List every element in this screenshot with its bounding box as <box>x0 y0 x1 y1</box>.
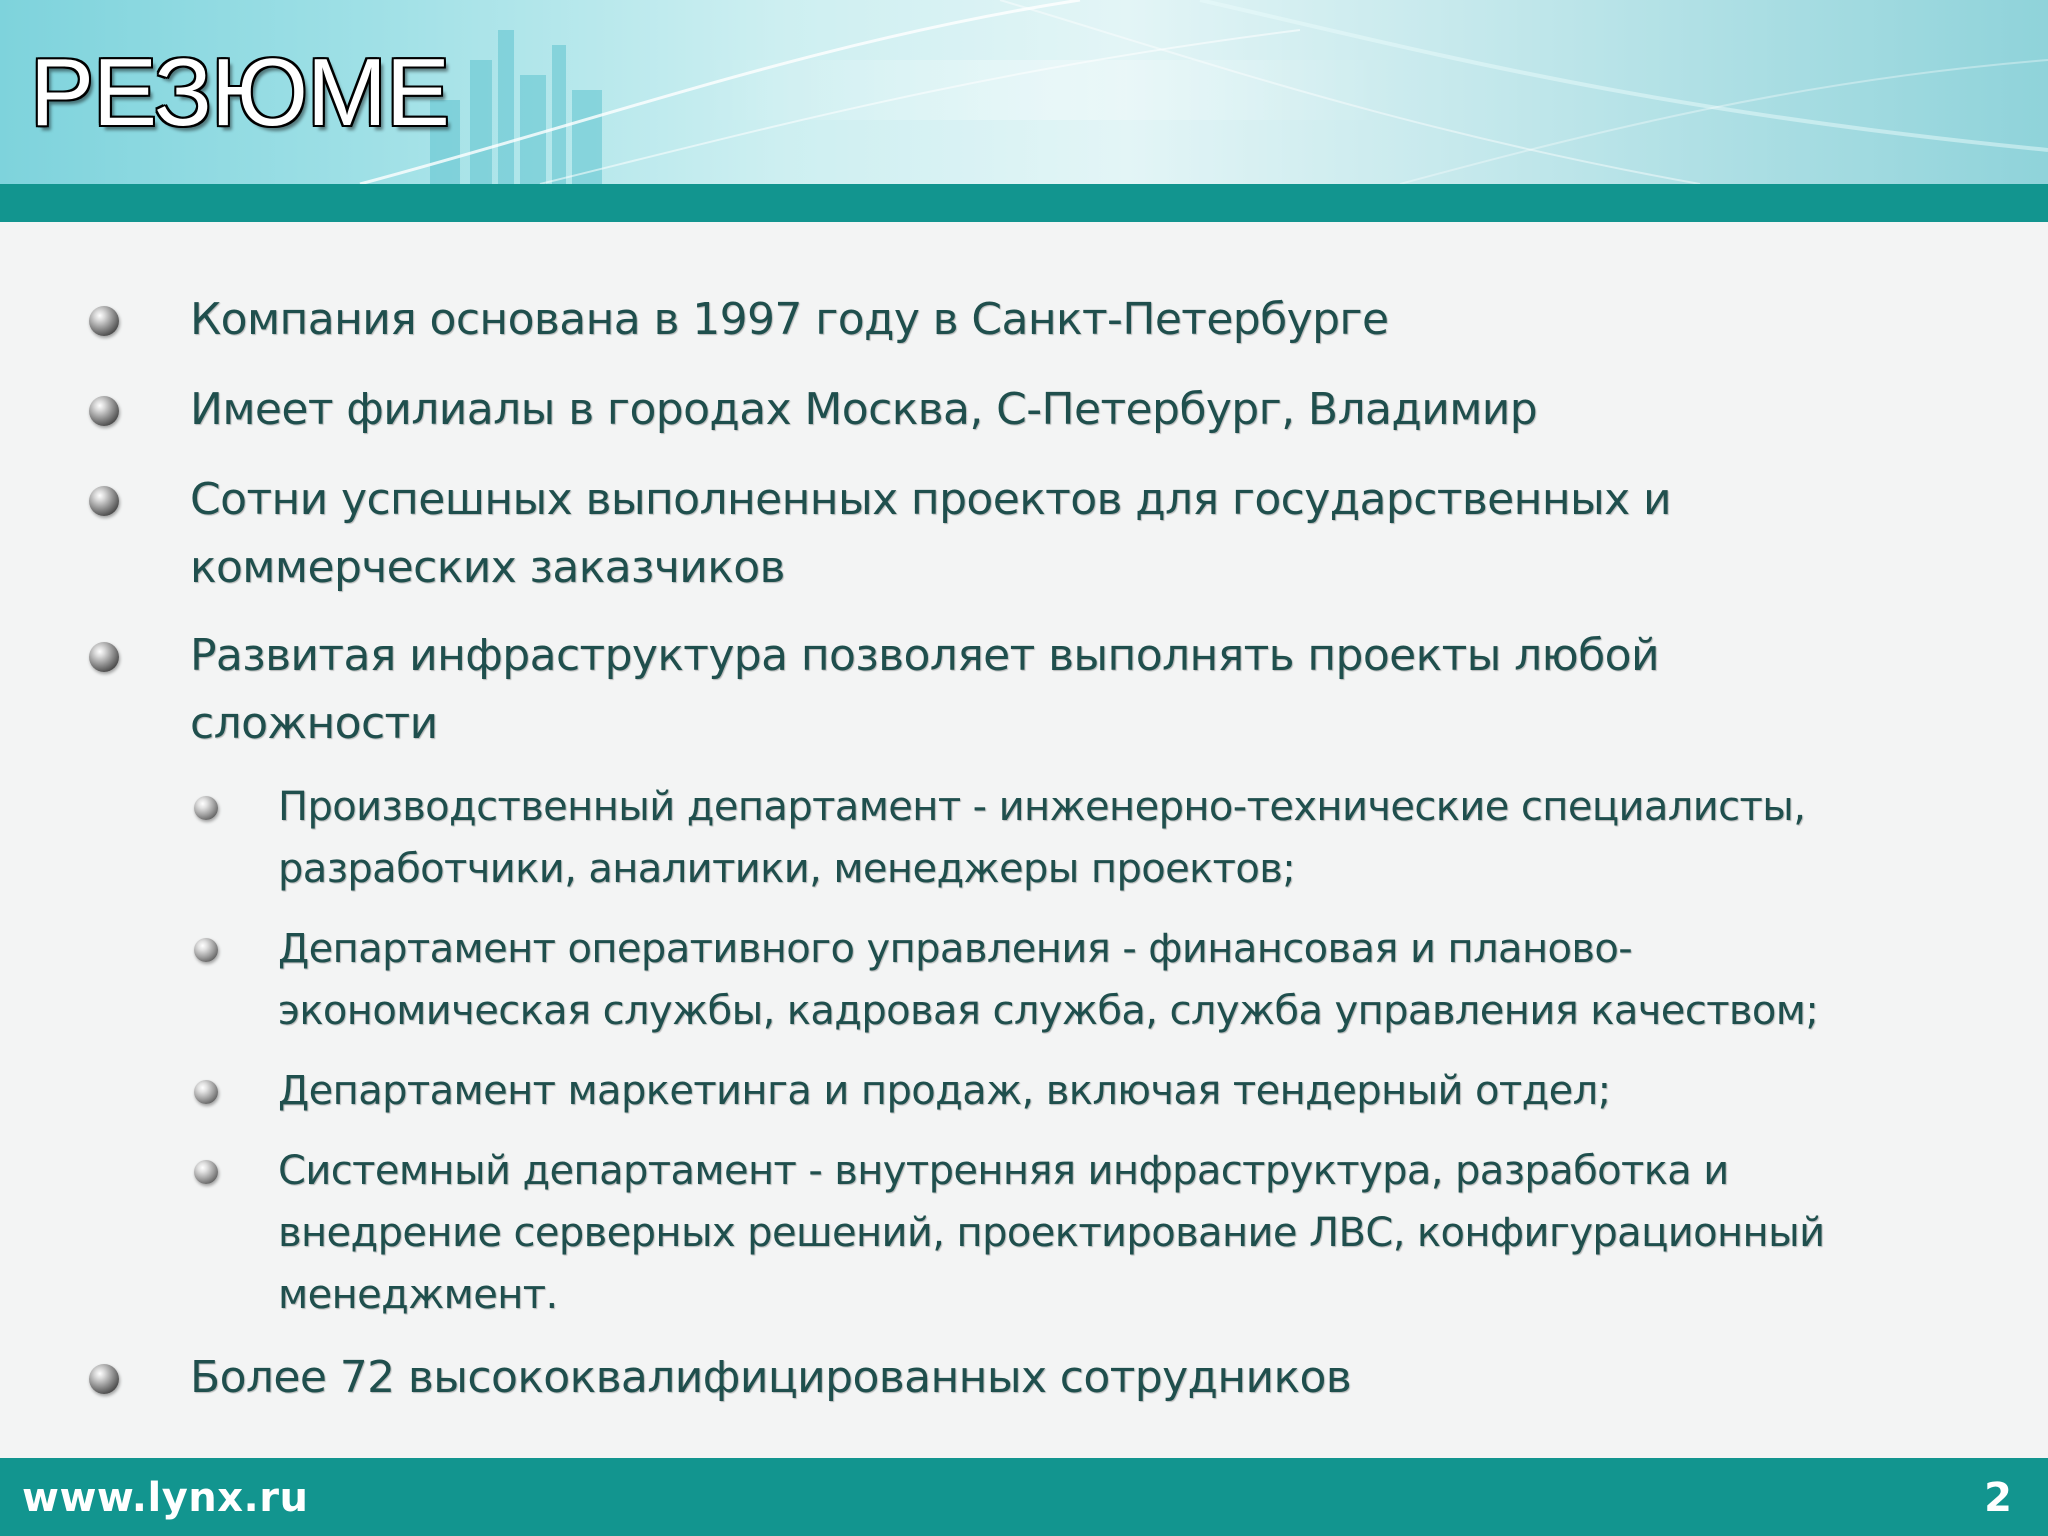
header-divider-bar <box>0 184 2048 222</box>
sub-bullet-sphere-icon <box>194 938 218 962</box>
bullet-text: Имеет филиалы в городах Москва, С-Петербург, Владимир <box>190 384 1538 435</box>
footer-bar <box>0 1458 2048 1536</box>
bullet-text: Сотни успешных выполненных проектов для государственных и коммерческих заказчиков <box>190 474 1671 593</box>
bullet-text: Компания основана в 1997 году в Санкт-Петербурге <box>190 294 1389 345</box>
sub-bullet-sphere-icon <box>194 1080 218 1104</box>
sub-bullet-text: Департамент оперативного управления - финансовая и планово-экономическая службы, кадровая служба, служба управления качеством; <box>278 926 1819 1034</box>
bullet-sphere-icon <box>89 306 119 336</box>
page-number: 2 <box>1984 1475 2012 1521</box>
slide-title: РЕЗЮМЕ <box>30 39 449 146</box>
bullet-sphere-icon <box>89 642 119 672</box>
sub-bullet-sphere-icon <box>194 796 218 820</box>
sub-bullet-text: Системный департамент - внутренняя инфраструктура, разработка и внедрение серверных решений, проектирование ЛВС, конфигурационный менеджмент. <box>278 1148 1825 1318</box>
bullet-text: Более 72 высококвалифицированных сотрудников <box>190 1352 1352 1403</box>
slide-content <box>0 222 2048 1458</box>
sub-bullet-text: Департамент маркетинга и продаж, включая тендерный отдел; <box>278 1068 1611 1114</box>
sub-bullet-text: Производственный департамент - инженерно-технические специалисты, разработчики, аналитики, менеджеры проектов; <box>278 784 1806 892</box>
header-background-image <box>0 0 2048 184</box>
sub-bullet-sphere-icon <box>194 1160 218 1184</box>
footer-website-url: www.lynx.ru <box>22 1475 309 1521</box>
bullet-sphere-icon <box>89 1364 119 1394</box>
bullet-text: Развитая инфраструктура позволяет выполнять проекты любой сложности <box>190 630 1659 749</box>
bullet-sphere-icon <box>89 486 119 516</box>
bullet-sphere-icon <box>89 396 119 426</box>
